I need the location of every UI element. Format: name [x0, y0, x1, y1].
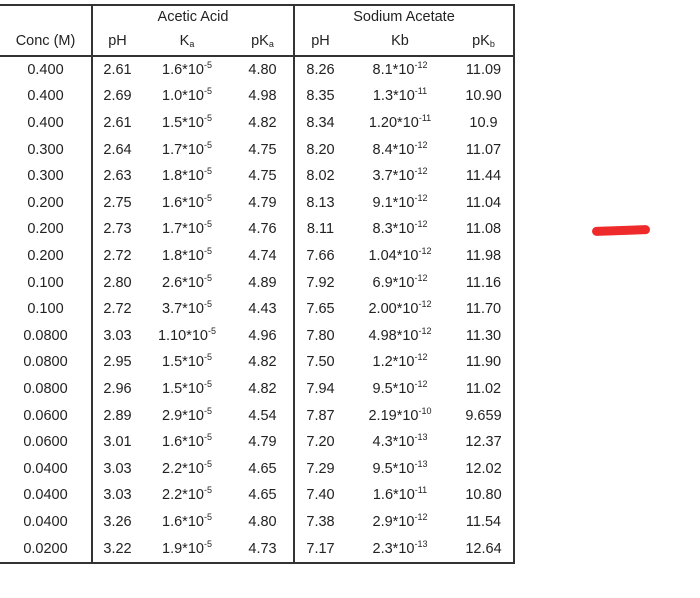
acetate-ph-cell: 8.26 [294, 56, 346, 84]
pka-cell: 4.79 [248, 194, 277, 211]
conc-cell: 0.300 [27, 168, 64, 185]
table-body [0, 56, 514, 563]
pkb-cell: 11.16 [454, 269, 514, 296]
conc-cell: 0.0800 [23, 381, 68, 398]
pka-cell: 4.82 [248, 354, 277, 371]
pkb-cell: 11.44 [454, 163, 514, 190]
ph-header-acid: pH [92, 28, 142, 56]
kb-cell: $1.2*10^{-12}$ [372, 352, 428, 371]
table-row [0, 323, 514, 350]
acetate-ph-cell: 7.38 [294, 509, 346, 536]
pkb-cell: 11.90 [454, 349, 514, 376]
table-row [0, 482, 514, 509]
acid-ph-cell: 3.01 [92, 429, 142, 456]
table-row [0, 429, 514, 456]
ka-cell: $1.7*10^{-5}$ [162, 139, 212, 158]
pkb-cell: 11.07 [454, 136, 514, 163]
ka-cell: $1.6*10^{-5}$ [162, 192, 212, 211]
ka-cell: $1.5*10^{-5}$ [162, 352, 212, 371]
ka-cell: $1.8*10^{-5}$ [162, 166, 212, 185]
table-row [0, 269, 514, 296]
ka-cell: $1.5*10^{-5}$ [162, 379, 212, 398]
acid-ph-cell: 2.61 [92, 56, 142, 84]
pka-cell: 4.79 [248, 434, 277, 451]
kb-cell: $8.1*10^{-12}$ [346, 56, 454, 84]
pkb-cell: 11.98 [454, 243, 514, 270]
table-row [0, 83, 514, 110]
group-header-row [0, 5, 514, 28]
pkb-cell: 10.80 [454, 482, 514, 509]
pka-cell: 4.75 [248, 141, 277, 158]
conc-cell: 0.0600 [23, 434, 68, 451]
ka-cell: $1.5*10^{-5}$ [162, 113, 212, 132]
kb-cell: $2.00*10^{-12}$ [368, 299, 432, 318]
kb-cell: $1.3*10^{-11}$ [372, 86, 428, 105]
acetate-ph-cell: 7.20 [294, 429, 346, 456]
ka-cell: $1.0*10^{-5}$ [162, 86, 212, 105]
data-table [0, 4, 515, 564]
pkb-cell: 11.02 [454, 376, 514, 403]
conc-cell: 0.400 [0, 56, 92, 84]
pkb-cell: 12.02 [454, 456, 514, 483]
pkb-cell: 11.30 [454, 323, 514, 350]
acid-ph-cell: 3.03 [92, 323, 142, 350]
header-blank [0, 5, 92, 28]
table-row [0, 456, 514, 483]
acid-ph-cell: 2.61 [92, 110, 142, 137]
acid-ph-cell: 2.69 [92, 83, 142, 110]
acid-ph-cell: 2.75 [92, 190, 142, 217]
acetate-ph-cell: 7.66 [294, 243, 346, 270]
conc-cell: 0.200 [27, 221, 64, 238]
pka-cell: 4.75 [248, 168, 277, 185]
conc-cell: 0.0200 [0, 535, 92, 563]
conc-cell: 0.400 [27, 88, 64, 105]
table-row [0, 56, 514, 84]
ka-cell: $1.7*10^{-5}$ [162, 219, 212, 238]
acetate-ph-cell: 8.13 [294, 190, 346, 217]
acid-ph-cell: 3.03 [92, 482, 142, 509]
acid-ph-cell: 2.96 [92, 376, 142, 403]
pka-cell: 4.65 [248, 460, 277, 477]
acetate-ph-cell: 7.65 [294, 296, 346, 323]
acetate-ph-cell: 7.17 [294, 535, 346, 563]
pka-cell: 4.80 [232, 56, 294, 84]
kb-cell: $9.1*10^{-12}$ [372, 192, 428, 211]
table-row [0, 376, 514, 403]
ka-cell: $1.9*10^{-5}$ [142, 535, 232, 563]
pka-cell: 4.54 [248, 407, 277, 424]
kb-cell: $6.9*10^{-12}$ [372, 272, 428, 291]
kb-cell: $8.4*10^{-12}$ [372, 139, 428, 158]
kb-header: Kb [391, 33, 409, 50]
conc-cell: 0.100 [27, 301, 64, 318]
pkb-cell: 11.04 [454, 190, 514, 217]
ka-cell: $2.2*10^{-5}$ [162, 458, 212, 477]
table-row [0, 296, 514, 323]
table-row [0, 190, 514, 217]
acid-ph-cell: 2.63 [92, 163, 142, 190]
acetate-ph-cell: 7.29 [294, 456, 346, 483]
red-highlight-mark [592, 225, 650, 236]
pkb-cell: 9.659 [454, 402, 514, 429]
pkb-cell: 10.9 [454, 110, 514, 137]
pkb-cell: 11.08 [454, 216, 514, 243]
ka-cell: $3.7*10^{-5}$ [162, 299, 212, 318]
sodium-acetate-header: Sodium Acetate [294, 5, 514, 28]
acid-ph-cell: 3.22 [92, 535, 142, 563]
acetate-ph-cell: 7.50 [294, 349, 346, 376]
pka-cell: 4.82 [248, 381, 277, 398]
kb-cell: $8.3*10^{-12}$ [372, 219, 428, 238]
pkb-cell: 10.90 [454, 83, 514, 110]
ka-cell: $1.10*10^{-5}$ [157, 325, 216, 344]
conc-cell: 0.0800 [23, 354, 68, 371]
acid-ph-cell: 2.80 [92, 269, 142, 296]
kb-cell: $1.6*10^{-11}$ [372, 485, 428, 504]
pkb-cell: 11.09 [454, 56, 514, 84]
acetate-ph-cell: 8.11 [294, 216, 346, 243]
conc-cell: 0.0800 [23, 327, 68, 344]
acetate-ph-cell: 7.87 [294, 402, 346, 429]
pka-cell: 4.43 [248, 301, 277, 318]
conc-cell: 0.0400 [23, 487, 68, 504]
acetate-ph-cell: 7.80 [294, 323, 346, 350]
table-row [0, 402, 514, 429]
acid-ph-cell: 2.64 [92, 136, 142, 163]
ka-cell: $2.2*10^{-5}$ [162, 485, 212, 504]
acetate-ph-cell: 7.94 [294, 376, 346, 403]
pka-cell: 4.73 [232, 535, 294, 563]
pkb-cell: 11.54 [454, 509, 514, 536]
acid-ph-cell: 2.73 [92, 216, 142, 243]
pkb-cell: 12.64 [454, 535, 514, 563]
table-row [0, 136, 514, 163]
acetate-ph-cell: 8.35 [294, 83, 346, 110]
ph-header-acetate: pH [294, 28, 346, 56]
ka-cell: $1.6*10^{-5}$ [162, 432, 212, 451]
pka-cell: 4.65 [248, 487, 277, 504]
pkb-cell: 11.70 [454, 296, 514, 323]
table-row [0, 216, 514, 243]
acetate-ph-cell: 7.40 [294, 482, 346, 509]
acid-ph-cell: 2.72 [92, 243, 142, 270]
conc-header: Conc (M) [15, 33, 76, 50]
pkb-cell: 12.37 [454, 429, 514, 456]
pka-cell: 4.82 [248, 115, 277, 132]
column-header-row [0, 28, 514, 56]
table-row [0, 509, 514, 536]
ka-cell: $1.6*10^{-5}$ [142, 56, 232, 84]
conc-cell: 0.300 [27, 141, 64, 158]
ka-cell: $2.6*10^{-5}$ [162, 272, 212, 291]
table-row [0, 163, 514, 190]
pka-cell: 4.80 [248, 513, 277, 530]
kb-cell: $1.04*10^{-12}$ [368, 246, 432, 265]
conc-cell: 0.0400 [23, 460, 68, 477]
pka-cell: 4.89 [248, 274, 277, 291]
acid-ph-cell: 2.95 [92, 349, 142, 376]
acetic-acid-header: Acetic Acid [92, 5, 294, 28]
table-row [0, 243, 514, 270]
kb-cell: $2.3*10^{-13}$ [346, 535, 454, 563]
conc-cell: 0.0400 [23, 513, 68, 530]
pka-cell: 4.98 [248, 88, 277, 105]
acid-ph-cell: 2.89 [92, 402, 142, 429]
acetate-ph-cell: 7.92 [294, 269, 346, 296]
ka-header: $K_a$ [179, 33, 195, 50]
table-row [0, 349, 514, 376]
conc-cell: 0.400 [27, 115, 64, 132]
table-row [0, 535, 514, 563]
conc-cell: 0.200 [27, 194, 64, 211]
acid-ph-cell: 3.03 [92, 456, 142, 483]
pka-cell: 4.74 [248, 248, 277, 265]
kb-cell: $2.19*10^{-10}$ [368, 405, 432, 424]
kb-cell: $3.7*10^{-12}$ [372, 166, 428, 185]
kb-cell: $1.20*10^{-11}$ [368, 113, 432, 132]
acetate-ph-cell: 8.34 [294, 110, 346, 137]
conc-cell: 0.200 [27, 248, 64, 265]
kb-cell: $4.3*10^{-13}$ [372, 432, 428, 451]
data-table-container [0, 4, 515, 564]
ka-cell: $2.9*10^{-5}$ [162, 405, 212, 424]
kb-cell: $9.5*10^{-12}$ [372, 379, 428, 398]
acetate-ph-cell: 8.02 [294, 163, 346, 190]
pkb-header: $pK_b$ [454, 28, 514, 56]
ka-cell: $1.8*10^{-5}$ [162, 246, 212, 265]
kb-cell: $4.98*10^{-12}$ [368, 325, 432, 344]
kb-cell: $9.5*10^{-13}$ [372, 458, 428, 477]
pka-cell: 4.96 [248, 327, 277, 344]
acid-ph-cell: 2.72 [92, 296, 142, 323]
conc-cell: 0.100 [27, 274, 64, 291]
table-row [0, 110, 514, 137]
kb-cell: $2.9*10^{-12}$ [372, 511, 428, 530]
pka-header: $pK_a$ [251, 33, 274, 50]
acid-ph-cell: 3.26 [92, 509, 142, 536]
pka-cell: 4.76 [248, 221, 277, 238]
acetate-ph-cell: 8.20 [294, 136, 346, 163]
conc-cell: 0.0600 [23, 407, 68, 424]
ka-cell: $1.6*10^{-5}$ [162, 511, 212, 530]
